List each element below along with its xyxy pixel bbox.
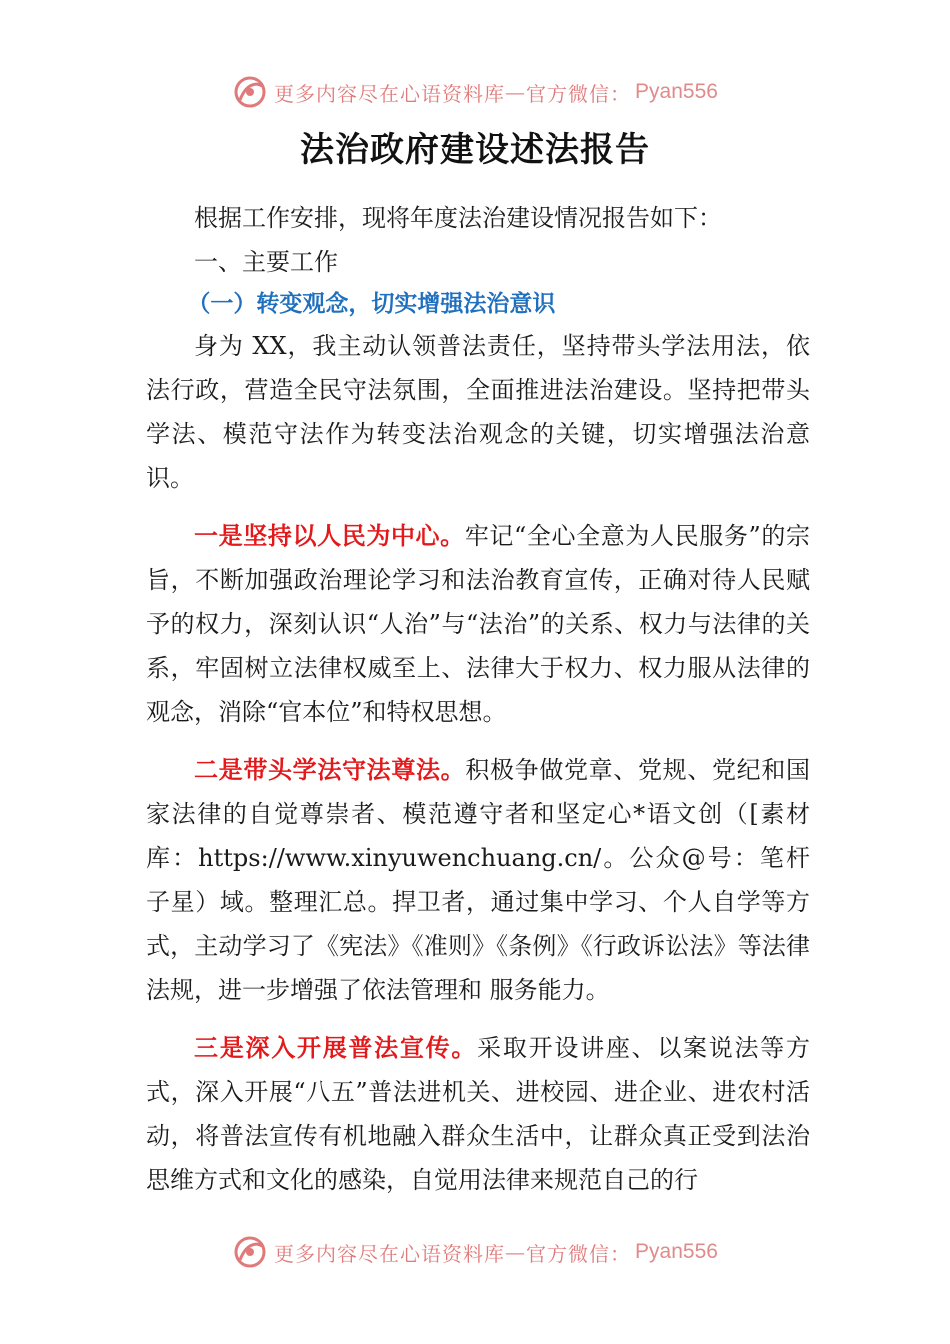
item-3-lead: 三是深入开展普法宣传。 [194,1034,478,1062]
paragraph-item-3 [146,1026,810,1202]
section-heading: 一、主要工作 [194,248,338,276]
paragraph-1: 身为 XX，我主动认领普法责任，坚持带头学法用法，依法行政，营造全民守法氛围，全面推进法治建设。坚持把带头学法、模范守法作为转变法治观念的关键，切实增强法治意识。 [146,332,810,492]
banner-wechat-label: 官方微信： [526,81,632,106]
paragraph-item-1 [146,514,810,734]
banner-wechat-id: Pyan556 [635,80,718,103]
banner-text: 更多内容尽在心语资料库 [274,1241,506,1266]
banner-separator: — [505,80,527,104]
banner-text: 更多内容尽在心语资料库 [274,81,506,106]
logo-icon [232,74,268,110]
item-1-lead: 一是坚持以人民为中心。 [194,522,465,550]
logo-icon [232,1234,268,1270]
intro-paragraph: 根据工作安排，现将年度法治建设情况报告如下： [194,204,722,232]
footer-watermark-banner [0,1232,950,1272]
banner-wechat-id: Pyan556 [635,1240,718,1263]
item-1-body: 牢记“全心全意为人民服务”的宗旨，不断加强政治理论学习和法治教育宣传，正确对待人民赋予的权力，深刻认识“人治”与“法治”的关系、权力与法律的关系，牢固树立法律权威至上、法律大于权力、权力服从法律的观念，消除“官本位”和特权思想。 [146,522,811,726]
item-2-lead: 二是带头学法守法尊法。 [194,756,466,784]
subsection-heading: （一）转变观念，切实增强法治意识 [187,291,556,317]
item-2-body: 积极争做党章、党规、党纪和国家法律的自觉尊崇者、模范遵守者和坚定心*语文创（[素材库：https://www.xinyuwenchuang.cn/。公众@号：笔杆子星）域。整理汇总。捍卫者，通过集中学习、个人自学等方式，主动学习了《宪法》《准则》《条例》《行政诉讼法》等法律法规，进一步增强了依法管理和 服务能力。 [146,756,811,1004]
banner-separator: — [505,1240,527,1264]
banner-wechat-label: 官方微信： [526,1241,632,1266]
document-body [146,196,810,1202]
header-watermark-banner [0,72,950,112]
document-title: 法治政府建设述法报告 [300,130,650,170]
item-3-body: 采取开设讲座、以案说法等方式，深入开展“八五”普法进机关、进校园、进企业、进农村活动，将普法宣传有机地融入群众生活中，让群众真正受到法治思维方式和文化的感染，自觉用法律来规范自己的行 [146,1034,811,1194]
paragraph-item-2 [146,748,810,1012]
